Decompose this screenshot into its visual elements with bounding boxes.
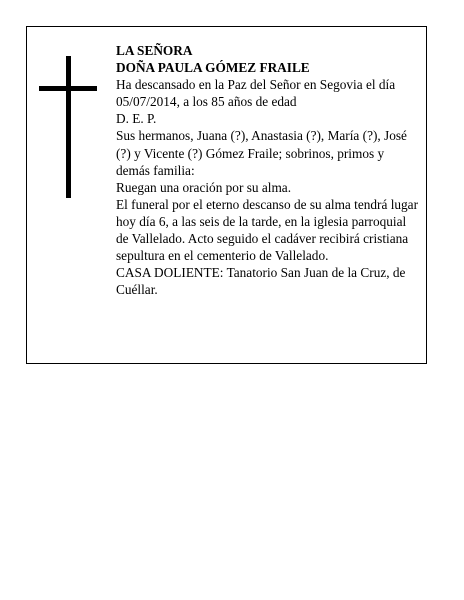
notice-heading: LA SEÑORA	[116, 43, 193, 58]
obituary-notice	[26, 26, 427, 364]
funeral-details: El funeral por el eterno descanso de su alma tendrá lugar hoy día 6, a las seis de la tarde, en la iglesia parroquial de Vallelado. Acto seguido el cadáver recibirá cristiana sepultura en el cementerio de Vallelado.	[116, 196, 419, 264]
notice-body	[116, 42, 418, 298]
funeral-home: CASA DOLIENTE: Tanatorio San Juan de la Cruz, de Cuéllar.	[116, 265, 406, 298]
latin-cross-icon	[39, 56, 97, 198]
cross-vertical-bar	[66, 56, 71, 198]
deceased-name: DOÑA PAULA GÓMEZ FRAILE	[116, 60, 310, 76]
dep-abbreviation: D. E. P.	[116, 111, 157, 127]
prayer-request: Ruegan una oración por su alma.	[116, 179, 292, 195]
family-list: Sus hermanos, Juana (?), Anastasia (?), María (?), José (?) y Vicente (?) Gómez Fraile; sobrinos, primos y demás familia:	[116, 128, 407, 178]
cross-horizontal-bar	[39, 86, 97, 91]
rest-statement: Ha descansado en la Paz del Señor en Segovia el día 05/07/2014, a los 85 años de edad	[116, 77, 396, 110]
